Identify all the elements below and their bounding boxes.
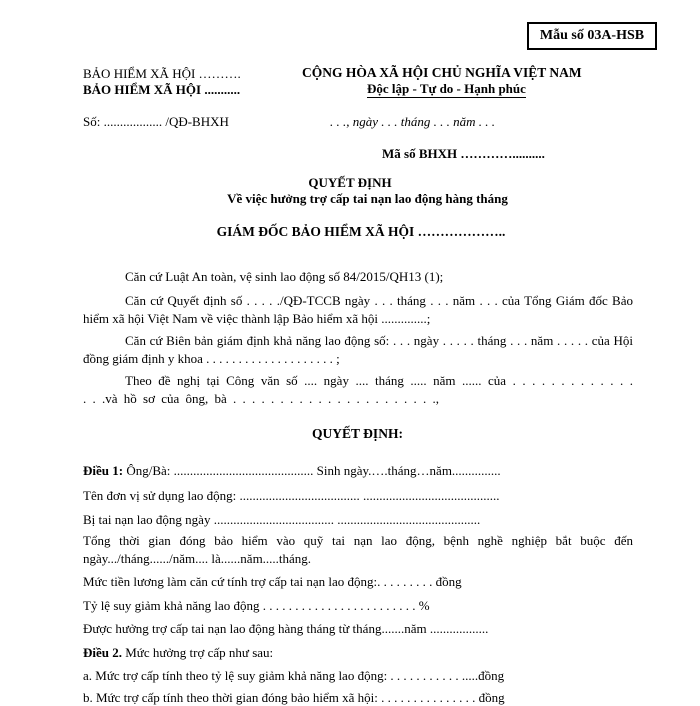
item-b-line: b. Mức trợ cấp tính theo thời gian đóng bảo hiểm xã hội: . . . . . . . . . . . . . . . đồng <box>83 690 505 705</box>
accident-date-line: Bị tai nạn lao động ngày ..................................... ............................................ <box>83 512 481 527</box>
date-line: . . ., ngày . . . tháng . . . năm . . . <box>330 114 496 129</box>
social-insurance-code: Mã số BHXH ………….......... <box>382 146 545 161</box>
article-1-person: Ông/Bà: ........................................... Sinh ngày.….tháng…năm............... <box>126 463 501 478</box>
basis-law: Căn cứ Luật An toàn, vệ sinh lao động số 84/2015/QH13 (1); <box>125 269 444 284</box>
form-code-box: Mẫu số 03A-HSB <box>527 22 657 50</box>
basis-assessment-minutes: Căn cứ Biên bản giám định khả năng lao động số: . . . ngày . . . . . tháng . . . năm . . . . . của Hội đồng giám định y khoa . . . . . . . . . . . . . . . . . . . . ; <box>83 333 633 366</box>
insurance-period-line: Tổng thời gian đóng bảo hiểm vào quỹ tai nạn lao động, bệnh nghề nghiệp bắt buộc đến ngày.../tháng....../năm.... là......năm.....tháng. <box>83 533 633 566</box>
disability-rate-line: Tỷ lệ suy giảm khả năng lao động . . . . . . . . . . . . . . . . . . . . . . . . % <box>83 598 430 613</box>
benefit-start-line: Được hưởng trợ cấp tai nạn lao động hàng tháng từ tháng.......năm .................. <box>83 621 489 636</box>
document-number: Số: .................. /QĐ-BHXH <box>83 114 229 129</box>
basis-proposal: Theo đề nghị tại Công văn số .... ngày .... tháng ..... năm ...... của . . . . . . . . . . . . . . . .và hồ sơ của ông, bà . . . . . . . . . . . . . . . . . . . . . ., <box>83 373 633 406</box>
decision-title: QUYẾT ĐỊNH <box>308 175 392 190</box>
org-line-1: BẢO HIỂM XÃ HỘI ………. <box>83 66 241 81</box>
article-1-name-line <box>83 463 501 479</box>
org-line-2: BẢO HIỂM XÃ HỘI ........... <box>83 82 241 97</box>
item-a-line: a. Mức trợ cấp tính theo tỷ lệ suy giảm khả năng lao động: . . . . . . . . . . . .....đồng <box>83 668 505 683</box>
article-1-label: Điều 1: <box>83 463 124 478</box>
decision-heading: QUYẾT ĐỊNH: <box>312 426 403 441</box>
article-2-text: Mức hưởng trợ cấp như sau: <box>125 645 274 660</box>
national-motto: Độc lập - Tự do - Hạnh phúc <box>367 81 526 96</box>
employer-line: Tên đơn vị sử dụng lao động: ..................................... .......................................... <box>83 488 500 503</box>
authority-title: GIÁM ĐỐC BẢO HIỂM XÃ HỘI ……………….. <box>216 224 506 239</box>
article-2-label: Điều 2. <box>83 645 122 660</box>
basis-establishment-decision: Căn cứ Quyết định số . . . . ./QĐ-TCCB ngày . . . tháng . . . năm . . . của Tổng Giám đốc Bảo hiểm xã hội Việt Nam về việc thành lập Bảo hiểm xã hội ..............; <box>83 293 633 326</box>
decision-subtitle: Về việc hưởng trợ cấp tai nạn lao động hàng tháng <box>227 191 508 206</box>
country-name: CỘNG HÒA XÃ HỘI CHỦ NGHĨA VIỆT NAM <box>302 65 582 80</box>
article-2-line <box>83 645 273 661</box>
salary-basis-line: Mức tiền lương làm căn cứ tính trợ cấp tai nạn lao động:. . . . . . . . . đồng <box>83 574 462 589</box>
